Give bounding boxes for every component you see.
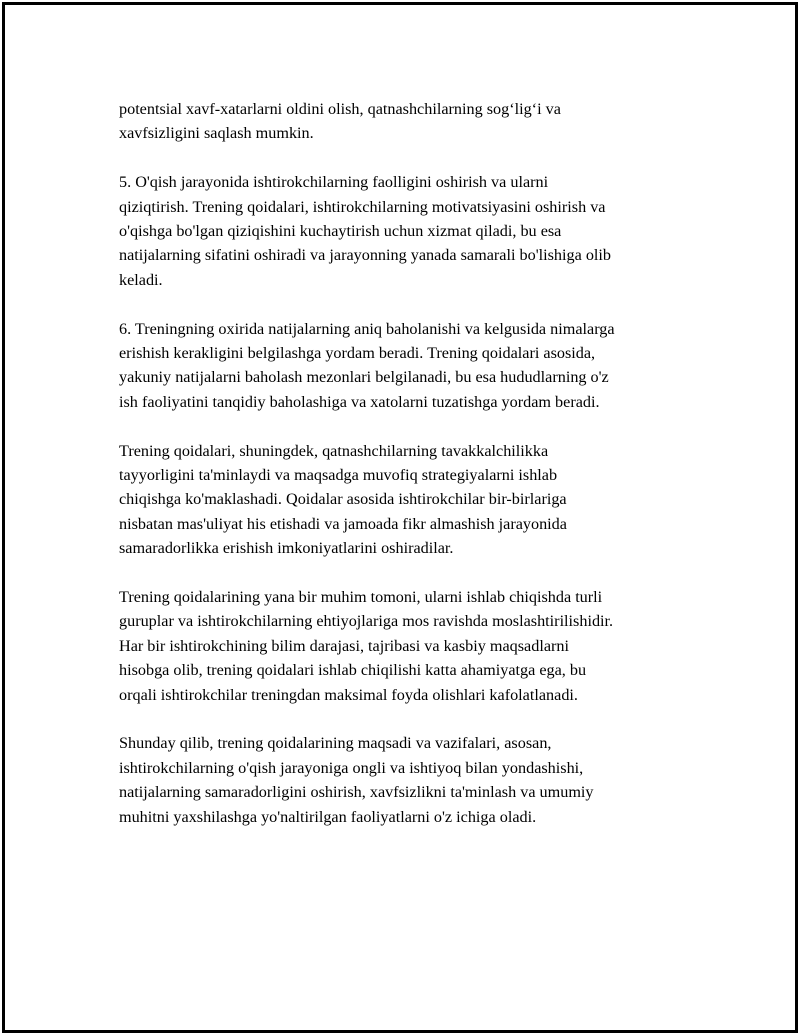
paragraph-continuation: potentsial xavf-xatarlarni oldini olish, qatnashchilarning sog‘lig‘i va xavfsizligini saqlash mumkin. — [119, 100, 561, 143]
paragraph-point-6: 6. Treningning oxirida natijalarning aniq baholanishi va kelgusida nimalarga erishish kerakligini belgilashga yordam beradi. Trening qoidalari asosida, yakuniy natijalarni baholash mezonlari belgilanadi, bu esa hududlarning o'z ish faoliyatini tanqidiy baholashiga va xatolarni tuzatishga yordam beradi. — [119, 319, 615, 411]
page-content — [119, 97, 701, 854]
paragraph-adaptation: Trening qoidalarining yana bir muhim tomoni, ularni ishlab chiqishda turli guruplar va ishtirokchilarning ehtiyojlariga mos ravishda moslashtirilishidir. Har bir ishtirokchining bilim darajasi, tajribasi va kasbiy maqsadlarni hisobga olib, trening qoidalari ishlab chiqilishi katta ahamiyatga ega, bu orqali ishtirokchilar treningdan maksimal foyda olishlari kafolatlanadi. — [119, 588, 614, 704]
page-frame — [2, 2, 798, 1033]
paragraph-conclusion: Shunday qilib, trening qoidalarining maqsadi va vazifalari, asosan, ishtirokchilarning o'qish jarayoniga ongli va ishtiyoq bilan yondashishi, natijalarning samaradorligini oshirish, xavfsizlikni ta'minlash va umumiy muhitni yaxshilashga yo'naltirilgan faoliyatlarni o'z ichiga oladi. — [119, 734, 594, 826]
paragraph-point-5: 5. O'qish jarayonida ishtirokchilarning faolligini oshirish va ularni qiziqtirish. Trening qoidalari, ishtirokchilarning motivatsiyasini oshirish va o'qishga bo'lgan qiziqishini kuchaytirish uchun xizmat qiladi, bu esa natijalarning sifatini oshiradi va jarayonning yanada samarali bo'lishiga olib keladi. — [119, 173, 612, 289]
paragraph-risk-readiness: Trening qoidalari, shuningdek, qatnashchilarning tavakkalchilikka tayyorligini ta'minlaydi va maqsadga muvofiq strategiyalarni ishlab chiqishga ko'maklashadi. Qoidalar asosida ishtirokchilar bir-birlariga nisbatan mas'uliyat his etishadi va jamoada fikr almashish jarayonida samaradorlikka erishish imkoniyatlarini oshiradilar. — [119, 441, 567, 558]
